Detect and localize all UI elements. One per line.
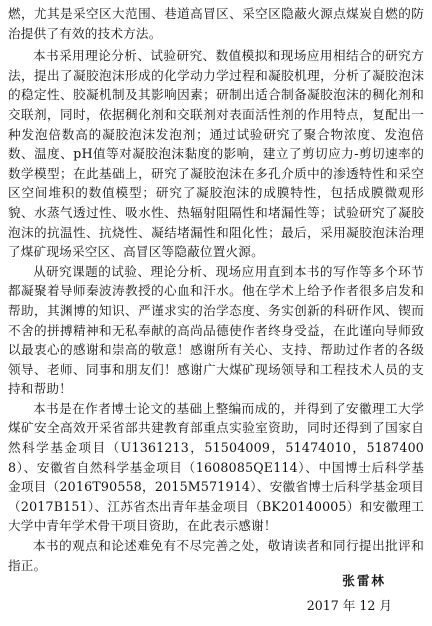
signature-date: 2017 年 12 月 bbox=[306, 598, 392, 613]
author-signature: 张雷林 bbox=[342, 573, 386, 588]
paragraph-closing: 本书的观点和论述难免有不尽完善之处，敬请读者和同行提出批评和指正。 bbox=[8, 538, 424, 573]
paragraph-continuation: 燃，尤其是采空区大范围、巷道高冒区、采空区隐蔽火源点煤炭自燃的防治提供了有效的技术方法。 bbox=[8, 6, 424, 41]
paragraph-methods: 本书采用理论分析、试验研究、数值模拟和现场应用相结合的研究方法，提出了凝胶泡沫形成的化学动力学过程和凝胶机理，分析了凝胶泡沫的稳定性、胶凝机制及其影响因素；研制出适合制备凝胶泡沫的稠化剂和交联剂，同时，依据稠化剂和交联剂对表面活性剂的作用特点，复配出一种发泡倍数高的凝胶泡沫发泡剂；通过试验研究了聚合物浓度、发泡倍数、温度、pH值等对凝胶泡沫黏度的影响，建立了剪切应力-剪切速率的数学模型；在此基础上，研究了凝胶泡沫在多孔介质中的渗透特性和采空区空间堆积的数值模型；研究了凝胶泡沫的成膜特性，包括成膜微观形貌、水蒸气透过性、吸水性、热辐射阻隔性和堵漏性等；试验研究了凝胶泡沫的抗温性、抗烧性、凝结堵漏性和阻化性；最后，采用凝胶泡沫治理了煤矿现场采空区、高冒区等隐蔽位置火源。 bbox=[8, 48, 424, 260]
paragraph-acknowledgement-advisor: 从研究课题的试验、理论分析、现场应用直到本书的写作等多个环节都凝聚着导师秦波涛教授的心血和汗水。他在学术上给予作者很多启发和帮助，其渊博的知识、严谨求实的治学态度、务实创新的科研作风、锲而不舍的拼搏精神和无私奉献的高尚品德使作者终身受益，在此谨向导师致以最衷心的感谢和崇高的敬意！感谢所有关心、支持、帮助过作者的各级领导、老师、同事和朋友们！感谢广大煤矿现场领导和工程技术人员的支持和帮助！ bbox=[8, 263, 424, 397]
paragraph-funding: 本书是在作者博士论文的基础上整编而成的，并得到了安徽理工大学煤矿安全高效开采省部共建教育部重点实验室资助，同时还得到了国家自然科学基金项目（U1361213，51504009，51474010，51874008）、安徽省自然科学基金项目（1608085QE114）、中国博士后科学基金项目（2016T90558，2015M571914）、安徽省博士后科学基金项目（2017B151）、江苏省杰出青年基金项目（BK20140005）和安徽理工大学中青年学术骨干项目资助，在此表示感谢！ bbox=[8, 400, 424, 534]
